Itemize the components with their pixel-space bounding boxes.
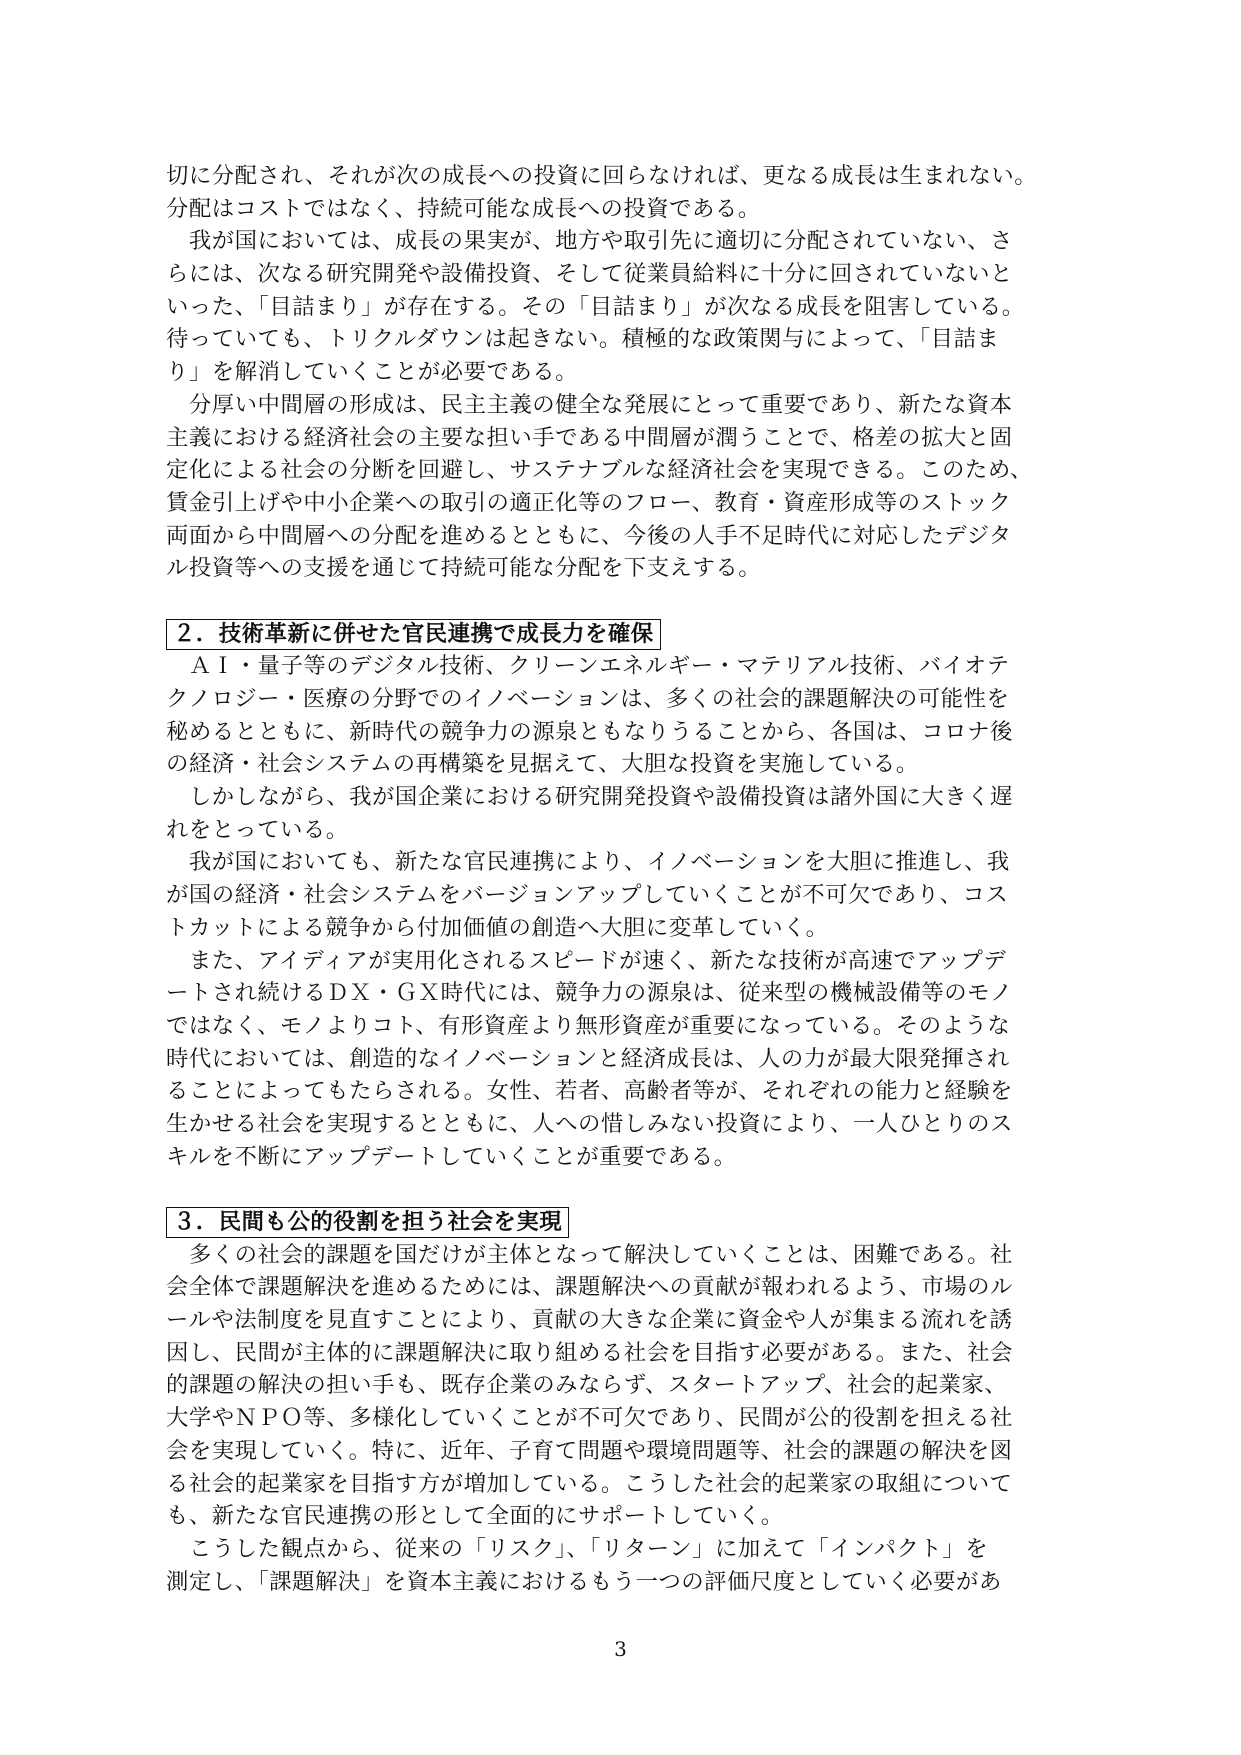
- section-heading: ２．技術革新に併せた官民連携で成長力を確保: [166, 619, 661, 650]
- paragraph-line: れをとっている。: [166, 816, 349, 843]
- paragraph-line: しかしながら、我が国企業における研究開発投資や設備投資は諸外国に大きく遅: [166, 784, 1013, 811]
- paragraph-line: 主義における経済社会の主要な担い手である中間層が潤うことで、格差の拡大と固: [166, 424, 1013, 451]
- section-3: [166, 1206, 1126, 1598]
- section-1: [166, 160, 1126, 585]
- paragraph-line: 生かせる社会を実現するとともに、人への惜しみない投資により、一人ひとりのス: [166, 1110, 1013, 1137]
- section-heading-row: [166, 618, 1126, 651]
- paragraph-line: らには、次なる研究開発や設備投資、そして従業員給料に十分に回されていないと: [166, 261, 1013, 288]
- section-heading: ３．民間も公的役割を担う社会を実現: [166, 1207, 569, 1238]
- page-number: 3: [614, 1637, 627, 1661]
- paragraph-line: クノロジー・医療の分野でのイノベーションは、多くの社会的課題解決の可能性を: [166, 686, 1010, 712]
- paragraph-line: り」を解消していくことが必要である。: [166, 359, 579, 386]
- section-gap: [166, 585, 1126, 618]
- paragraph-line: いった、「目詰まり」が存在する。その「目詰まり」が次なる成長を阻害している。: [166, 293, 1025, 320]
- paragraph-line: ル投資等への支援を通じて持続可能な分配を下支えする。: [166, 555, 762, 582]
- paragraph-line: こうした観点から、従来の「リスク」、「リターン」に加えて「インパクト」を: [166, 1535, 989, 1562]
- paragraph-line: 賃金引上げや中小企業への取引の適正化等のフロー、教育・資産形成等のストック: [166, 489, 1012, 516]
- paragraph-line: 測定し、「課題解決」を資本主義におけるもう一つの評価尺度としていく必要があ: [166, 1568, 1002, 1595]
- paragraph-line: 待っていても、トリクルダウンは起きない。積極的な政策関与によって、「目詰ま: [166, 326, 1000, 353]
- paragraph-line: が国の経済・社会システムをバージョンアップしていくことが不可欠であり、コス: [166, 882, 1009, 909]
- paragraph-line: ＡＩ・量子等のデジタル技術、クリーンエネルギー・マテリアル技術、バイオテ: [166, 653, 1010, 680]
- paragraph-line: 分配はコストではなく、持続可能な成長への投資である。: [166, 195, 761, 222]
- section-heading-row: [166, 1206, 1126, 1239]
- paragraph-line: 因し、民間が主体的に課題解決に取り組める社会を目指す必要がある。また、社会: [166, 1339, 1013, 1366]
- section-gap: [166, 1173, 1126, 1206]
- paragraph-line: 定化による社会の分断を回避し、サステナブルな経済社会を実現できる。このため、: [166, 457, 1033, 484]
- paragraph-line: また、アイディアが実用化されるスピードが速く、新たな技術が高速でアップデ: [166, 947, 1007, 974]
- paragraph-line: る社会的起業家を目指す方が増加している。こうした社会的起業家の取組について: [166, 1470, 1013, 1497]
- paragraph-line: 秘めるとともに、新時代の競争力の源泉ともなりうることから、各国は、コロナ後: [166, 718, 1013, 745]
- paragraph-line: ではなく、モノよりコト、有形資産より無形資産が重要になっている。そのような: [166, 1012, 1011, 1039]
- paragraph-line: トカットによる競争から付加価値の創造へ大胆に変革していく。: [166, 914, 829, 941]
- paragraph-line: ることによってもたらされる。女性、若者、高齢者等が、それぞれの能力と経験を: [166, 1078, 1013, 1105]
- paragraph-line: 両面から中間層への分配を進めるとともに、今後の人手不足時代に対応したデジタ: [166, 522, 1012, 549]
- paragraph-line: 会全体で課題解決を進めるためには、課題解決への貢献が報われるよう、市場のル: [166, 1274, 1013, 1301]
- paragraph-line: 分厚い中間層の形成は、民主主義の健全な発展にとって重要であり、新たな資本: [166, 391, 1013, 418]
- paragraph-line: 我が国においては、成長の果実が、地方や取引先に適切に分配されていない、さ: [166, 228, 1013, 255]
- paragraph-line: 大学やＮＰＯ等、多様化していくことが不可欠であり、民間が公的役割を担える社: [166, 1405, 1013, 1432]
- paragraph-line: 我が国においても、新たな官民連携により、イノベーションを大胆に推進し、我: [166, 849, 1010, 876]
- paragraph-line: 切に分配され、それが次の成長への投資に回らなければ、更なる成長は生まれない。: [166, 163, 1038, 189]
- paragraph-line: 多くの社会的課題を国だけが主体となって解決していくことは、困難である。社: [166, 1241, 1013, 1268]
- paragraph-line: 会を実現していく。特に、近年、子育て問題や環境問題等、社会的課題の解決を図: [166, 1437, 1013, 1464]
- paragraph-line: 的課題の解決の担い手も、既存企業のみならず、スタートアップ、社会的起業家、: [166, 1372, 1008, 1399]
- paragraph-line: ートされ続けるＤＸ・ＧＸ時代には、競争力の源泉は、従来型の機械設備等のモノ: [166, 980, 1013, 1007]
- paragraph-line: 時代においては、創造的なイノベーションと経済成長は、人の力が最大限発揮され: [166, 1045, 1010, 1072]
- paragraph-line: ールや法制度を見直すことにより、貢献の大きな企業に資金や人が集まる流れを誘: [166, 1307, 1013, 1334]
- section-2: [166, 618, 1126, 1174]
- paragraph-line: の経済・社会システムの再構築を見据えて、大胆な投資を実施している。: [166, 751, 919, 778]
- paragraph-line: キルを不断にアップデートしていくことが重要である。: [166, 1143, 737, 1170]
- body-text: [166, 160, 1126, 1598]
- paragraph-line: も、新たな官民連携の形として全面的にサポートしていく。: [166, 1503, 784, 1530]
